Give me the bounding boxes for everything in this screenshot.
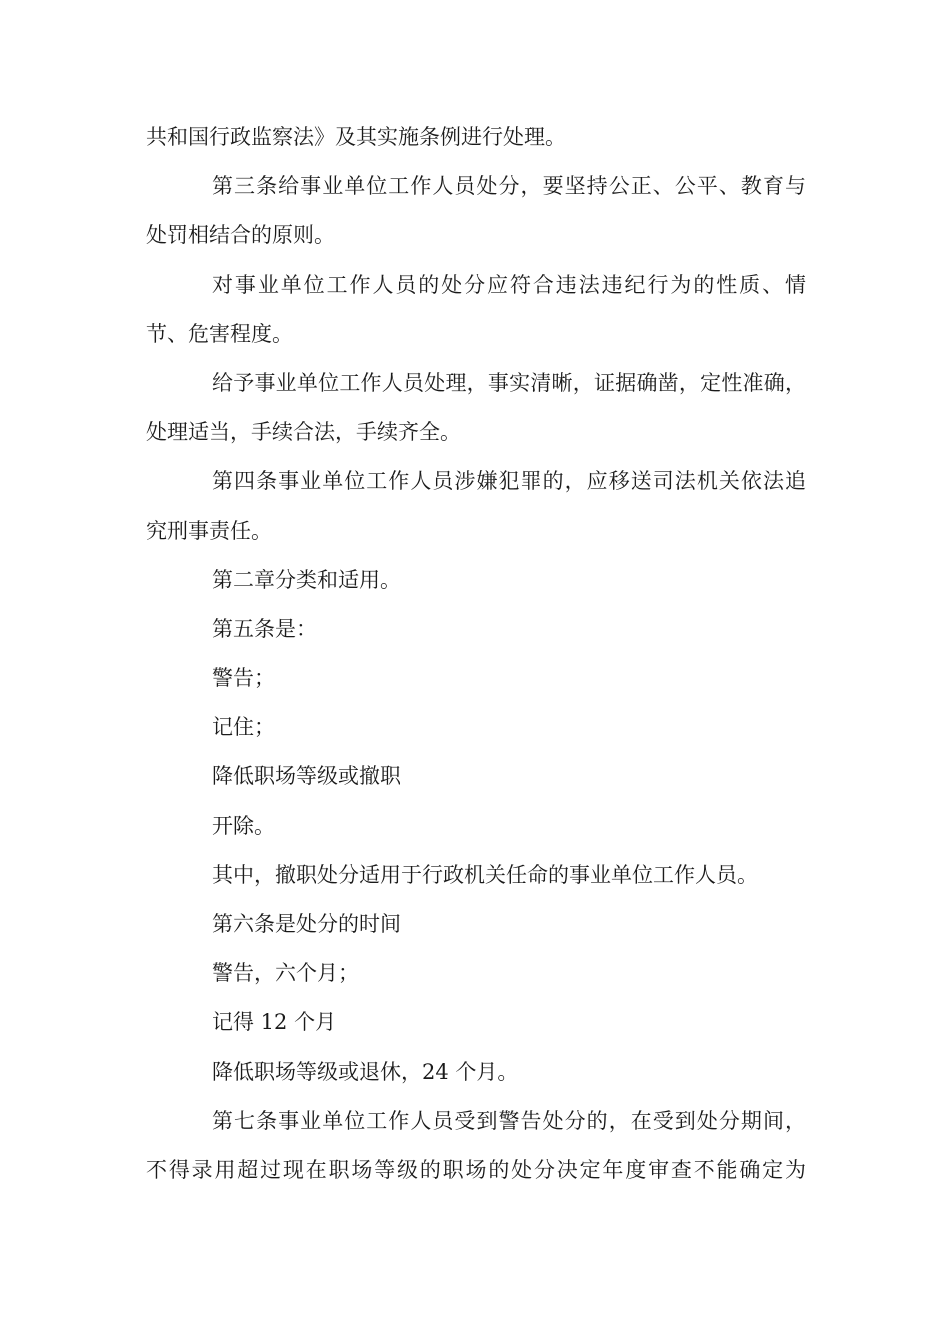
text-line: 处理适当，手续合法，手续齐全。 xyxy=(146,420,461,445)
text-line: 共和国行政监察法》及其实施条例进行处理。 xyxy=(146,125,566,149)
text-line: 节、危害程度。 xyxy=(146,321,293,346)
text-line: 记住； xyxy=(212,715,275,740)
text-line: 降低职场等级或退休，24 个月。 xyxy=(212,1059,519,1084)
text-line: 对事业单位工作人员的处分应符合违法违纪行为的性质、情 xyxy=(212,272,806,297)
text-line: 第四条事业单位工作人员涉嫌犯罪的，应移送司法机关依法追 xyxy=(212,469,806,494)
text-line: 警告，六个月； xyxy=(212,961,359,986)
text-line: 第三条给事业单位工作人员处分，要坚持公正、公平、教育与 xyxy=(212,174,806,199)
text-line: 第六条是处分的时间 xyxy=(212,912,401,936)
text-line: 第七条事业单位工作人员受到警告处分的，在受到处分期间， xyxy=(212,1108,806,1133)
text-line: 给予事业单位工作人员处理，事实清晰，证据确凿，定性准确， xyxy=(212,370,806,395)
text-line: 第五条是： xyxy=(212,616,317,641)
document-body xyxy=(146,113,806,1195)
text-line: 处罚相结合的原则。 xyxy=(146,223,335,248)
text-line: 不得录用超过现在职场等级的职场的处分决定年度审查不能确定为 xyxy=(146,1157,806,1182)
text-line: 第二章分类和适用。 xyxy=(212,567,401,592)
text-line: 开除。 xyxy=(212,813,275,838)
text-line: 降低职场等级或撤职 xyxy=(212,764,401,789)
text-line: 记得 12 个月 xyxy=(212,1010,337,1035)
text-line: 究刑事责任。 xyxy=(146,518,272,543)
text-line: 其中，撤职处分适用于行政机关任命的事业单位工作人员。 xyxy=(212,862,758,887)
text-line: 警告； xyxy=(212,666,275,691)
